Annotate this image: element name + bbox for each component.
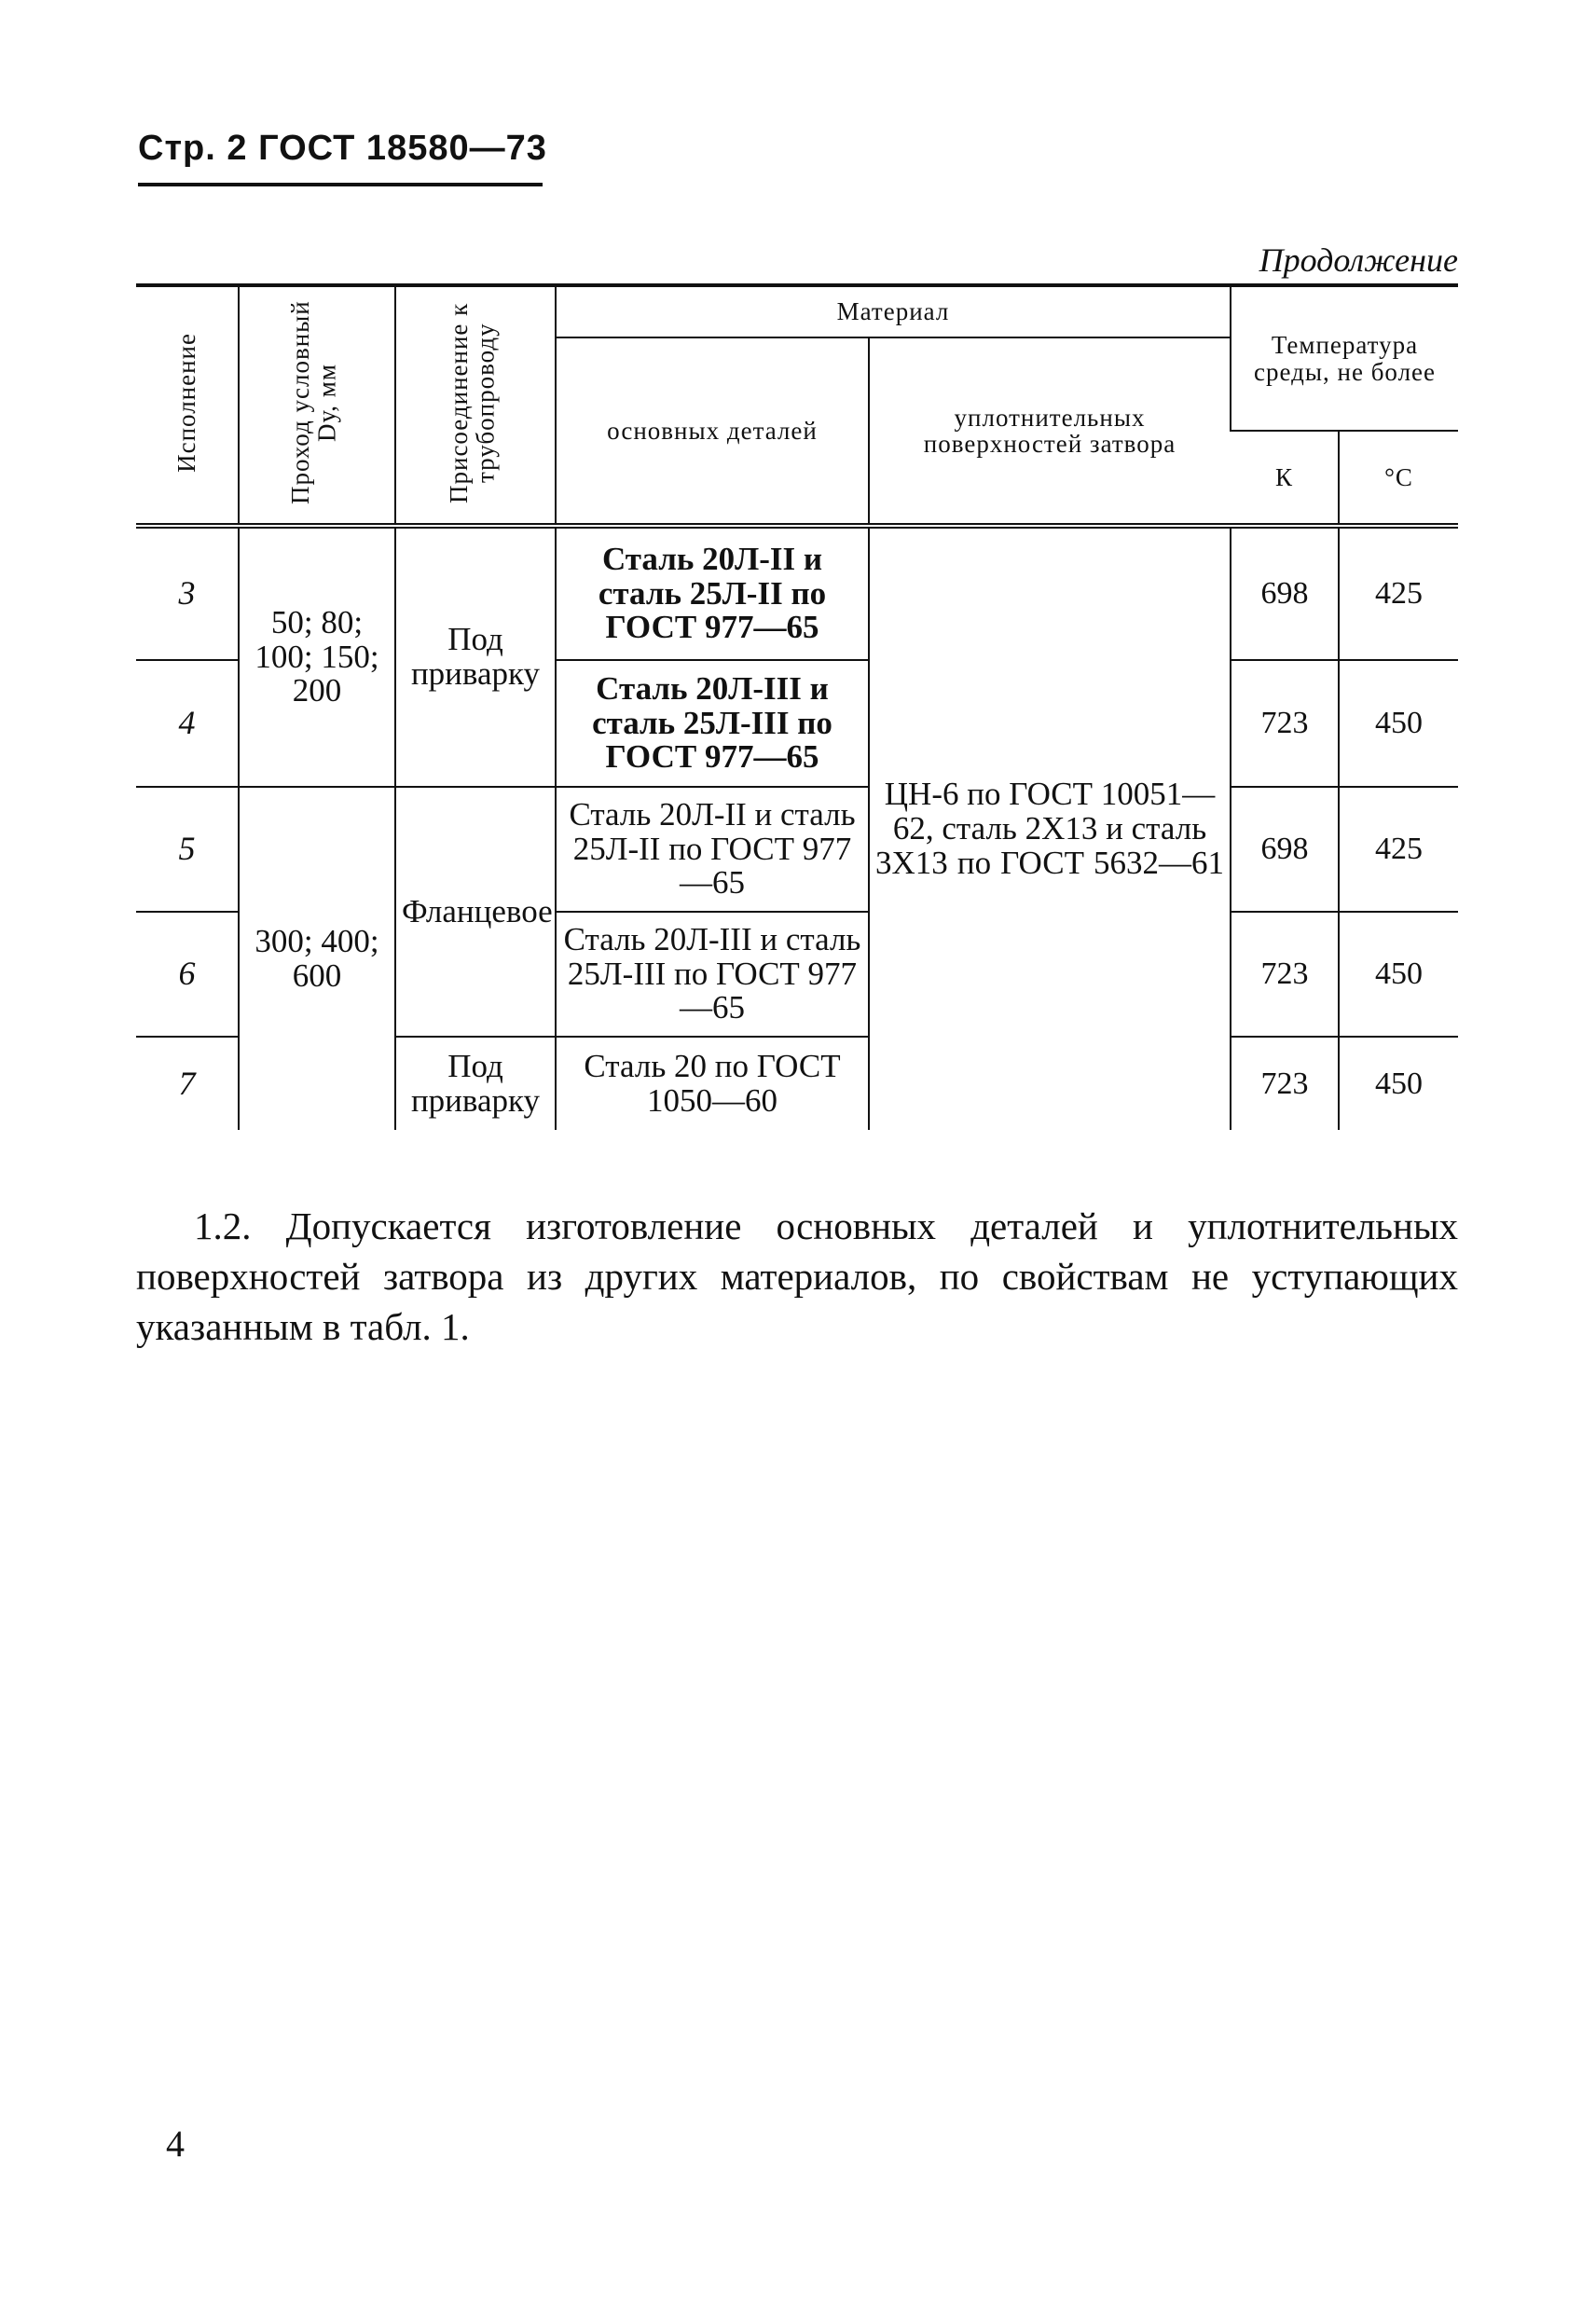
temp-k-cell: 723 xyxy=(1231,1037,1339,1130)
paragraph-1-2 xyxy=(136,1201,1458,1352)
header-rule xyxy=(138,183,543,186)
row-execution: 3 xyxy=(136,526,239,660)
temp-c-cell: 450 xyxy=(1339,912,1458,1037)
row-execution: 7 xyxy=(136,1037,239,1130)
header-temperature: Температура среды, не более xyxy=(1231,285,1458,431)
seal-material-cell: ЦН-6 по ГОСТ 10051—62, сталь 2Х13 и сталь 3Х13 по ГОСТ 5632—61 xyxy=(869,526,1231,1130)
row-execution: 5 xyxy=(136,787,239,912)
temp-k-cell: 723 xyxy=(1231,912,1339,1037)
material-cell: Сталь 20Л-III и сталь 25Л-III по ГОСТ 977—65 xyxy=(556,912,869,1037)
temp-k-cell: 698 xyxy=(1231,787,1339,912)
material-cell: Сталь 20Л-II и сталь 25Л-II по ГОСТ 977—65 xyxy=(556,526,869,660)
row-execution: 4 xyxy=(136,660,239,787)
connection-cell: Фланцевое xyxy=(395,787,556,1037)
header-unit-c: °С xyxy=(1339,431,1458,526)
connection-cell: Под приварку xyxy=(395,1037,556,1130)
bore-group: 300; 400; 600 xyxy=(239,787,395,1130)
temp-c-cell: 450 xyxy=(1339,1037,1458,1130)
page-header: Стр. 2 ГОСТ 18580—73 xyxy=(138,129,547,168)
row-execution: 6 xyxy=(136,912,239,1037)
temp-k-cell: 723 xyxy=(1231,660,1339,787)
paragraph-text: 1.2. Допускается изготовление основных деталей и уплотнительных поверхностей затвора из других материалов, по свойствам не уступающих указанным в табл. 1. xyxy=(136,1204,1458,1348)
temp-k-cell: 698 xyxy=(1231,526,1339,660)
header-material-main: основных деталей xyxy=(556,337,869,526)
continuation-label: Продолжение xyxy=(1259,241,1458,279)
header-execution: Исполнение xyxy=(136,285,239,526)
header-material-seal: уплотнительных поверхностей затвора xyxy=(869,337,1231,526)
material-cell: Сталь 20 по ГОСТ 1050—60 xyxy=(556,1037,869,1130)
header-material: Материал xyxy=(556,285,1231,337)
temp-c-cell: 450 xyxy=(1339,660,1458,787)
header-connection: Присоединение к трубопроводу xyxy=(395,285,556,526)
bore-group: 50; 80; 100; 150; 200 xyxy=(239,526,395,787)
connection-cell: Под приварку xyxy=(395,526,556,787)
materials-table xyxy=(136,283,1458,1130)
page-number: 4 xyxy=(166,2123,185,2165)
material-cell: Сталь 20Л-III и сталь 25Л-III по ГОСТ 977—65 xyxy=(556,660,869,787)
material-cell: Сталь 20Л-II и сталь 25Л-II по ГОСТ 977—65 xyxy=(556,787,869,912)
header-unit-k: К xyxy=(1231,431,1339,526)
temp-c-cell: 425 xyxy=(1339,787,1458,912)
header-bore: Проход условный Dу, мм xyxy=(239,285,395,526)
temp-c-cell: 425 xyxy=(1339,526,1458,660)
